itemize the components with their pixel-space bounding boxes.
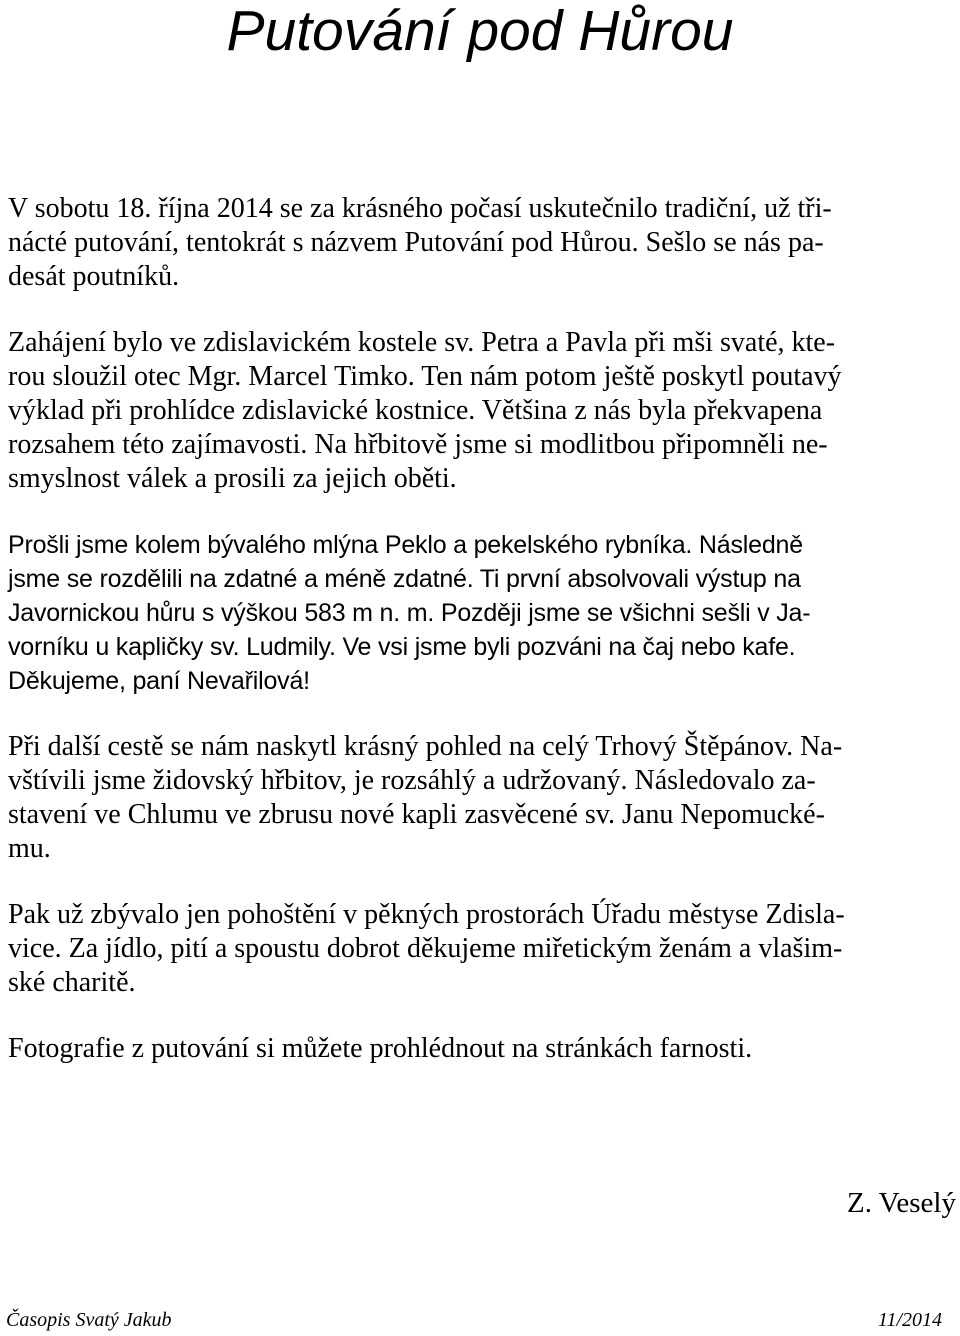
text-line: Fotografie z putování si můžete prohlédnout na stránkách farnosti. (8, 1033, 753, 1064)
paragraph-journey (8, 730, 958, 866)
article-title: Putování pod Hůrou (226, 0, 734, 63)
text-line: desát poutníků. (8, 261, 180, 292)
text-line: stavení ve Chlumu ve zbrusu nové kapli zasvěcené sv. Janu Nepomucké- (8, 799, 825, 830)
author-signature: Z. Veselý (846, 1187, 956, 1219)
paragraph-route (8, 528, 958, 698)
text-line: vštívili jsme židovský hřbitov, je rozsáhlý a udržovaný. Následovalo za- (8, 765, 816, 796)
text-line: vorníku u kapličky sv. Ludmily. Ve vsi jsme byli pozváni na čaj nebo kafe. (8, 633, 796, 661)
paragraph-intro (8, 192, 958, 294)
text-line: smyslnost válek a prosili za jejich oběti. (8, 463, 457, 494)
text-line: mu. (8, 833, 51, 864)
text-line: Javornickou hůru s výškou 583 m n. m. Později jsme se všichni sešli v Ja- (8, 599, 811, 627)
text-line: jsme se rozdělili na zdatné a méně zdatné. Ti první absolvovali výstup na (8, 565, 801, 593)
paragraph-refreshment (8, 898, 958, 1000)
text-line: rou sloužil otec Mgr. Marcel Timko. Ten nám potom ještě poskytl poutavý (8, 361, 842, 392)
article-body (8, 192, 958, 1098)
text-line: Pak už zbývalo jen pohoštění v pěkných prostorách Úřadu městyse Zdisla- (8, 899, 845, 930)
text-line: ské charitě. (8, 967, 136, 998)
text-line: Prošli jsme kolem bývalého mlýna Peklo a pekelského rybníka. Následně (8, 531, 803, 559)
text-line: Děkujeme, paní Nevařilová! (8, 667, 310, 695)
text-line: nácté putování, tentokrát s názvem Putování pod Hůrou. Sešlo se nás pa- (8, 227, 824, 258)
page-footer (6, 1308, 942, 1334)
paragraph-photos (8, 1032, 958, 1066)
text-line: výklad při prohlídce zdislavické kostnice. Většina z nás byla překvapena (8, 395, 823, 426)
text-line: rozsahem této zajímavosti. Na hřbitově jsme si modlitbou připomněli ne- (8, 429, 828, 460)
footer-publication: Časopis Svatý Jakub (6, 1309, 172, 1331)
text-line: vice. Za jídlo, pití a spoustu dobrot děkujeme miřetickým ženám a vlašim- (8, 933, 843, 964)
text-line: V sobotu 18. října 2014 se za krásného počasí uskutečnilo tradiční, už tři- (8, 193, 832, 224)
footer-issue: 11/2014 (877, 1309, 942, 1331)
text-line: Zahájení bylo ve zdislavickém kostele sv. Petra a Pavla při mši svaté, kte- (8, 327, 836, 358)
paragraph-church (8, 326, 958, 496)
text-line: Při další cestě se nám naskytl krásný pohled na celý Trhový Štěpánov. Na- (8, 731, 843, 762)
